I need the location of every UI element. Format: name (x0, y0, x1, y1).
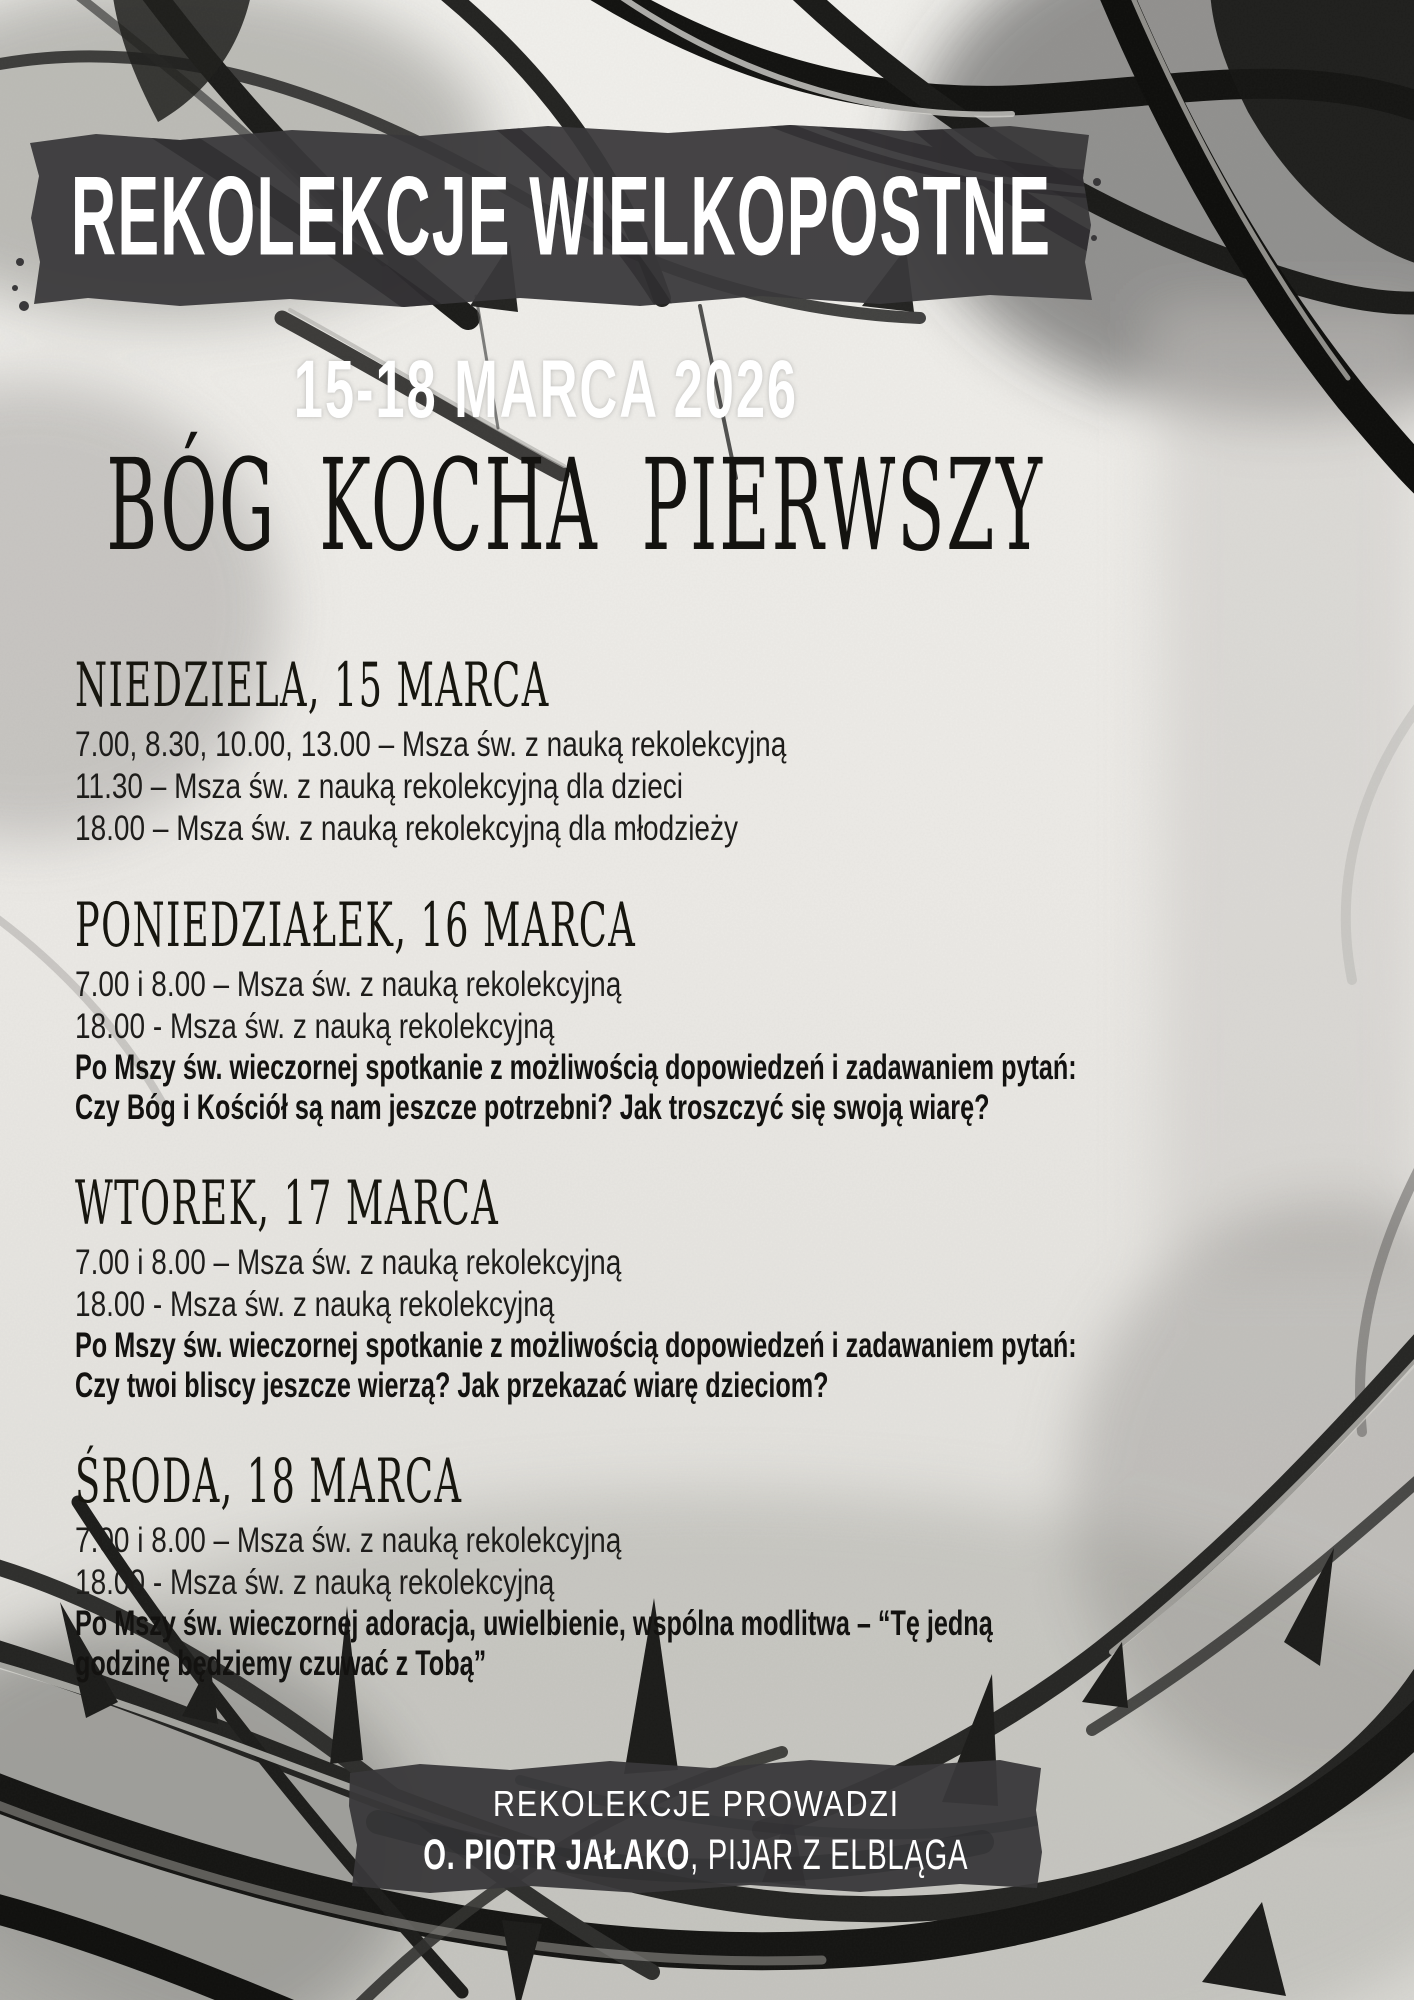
schedule-line: 7.00, 8.30, 10.00, 13.00 – Msza św. z nauką rekolekcyjną (75, 725, 787, 764)
schedule-line-bold: Czy Bóg i Kościół są nam jeszcze potrzebni? Jak troszczyć się swoją wiarę? (75, 1088, 990, 1127)
schedule-line: 18.00 - Msza św. z nauką rekolekcyjną (75, 1285, 555, 1324)
section-lines (75, 1242, 1385, 1406)
banner-title: REKOLEKCJE WIELKOPOSTNE (70, 152, 1052, 279)
schedule-line: 7.00 i 8.00 – Msza św. z nauką rekolekcyjną (75, 1243, 622, 1282)
schedule-line: 7.00 i 8.00 – Msza św. z nauką rekolekcyjną (75, 1521, 622, 1560)
section-lines (75, 724, 1385, 850)
schedule-section (75, 889, 1385, 1128)
footer-banner (350, 1760, 1042, 1902)
schedule-section (75, 1445, 1385, 1684)
schedule-section (75, 649, 1385, 850)
section-header: WTOREK, 17 MARCA (75, 1167, 500, 1239)
section-header: PONIEDZIAŁEK, 16 MARCA (75, 889, 637, 961)
schedule-line: 18.00 - Msza św. z nauką rekolekcyjną (75, 1007, 555, 1046)
section-lines (75, 964, 1385, 1128)
top-banner (30, 125, 1092, 307)
section-header: NIEDZIELA, 15 MARCA (75, 649, 550, 721)
main-title-row (20, 432, 1130, 580)
presenter-suffix: , PIJAR Z ELBLĄGA (690, 1830, 969, 1879)
schedule-line: 11.30 – Msza św. z nauką rekolekcyjną dla dzieci (75, 767, 684, 806)
schedule-line-bold: Po Mszy św. wieczornej adoracja, uwielbienie, wspólna modlitwa – “Tę jedną (75, 1604, 993, 1643)
schedule-line: 18.00 – Msza św. z nauką rekolekcyjną dla młodzieży (75, 809, 738, 848)
schedule-line-bold: Po Mszy św. wieczornej spotkanie z możliwością dopowiedzeń i zadawaniem pytań: (75, 1326, 1077, 1365)
date-range: 15-18 MARCA 2026 (293, 344, 799, 435)
schedule-section (75, 1167, 1385, 1406)
footer-presenter (423, 1830, 969, 1879)
footer-intro: REKOLEKCJE PROWADZI (492, 1782, 900, 1824)
section-header: ŚRODA, 18 MARCA (75, 1445, 463, 1517)
section-lines (75, 1520, 1385, 1684)
schedule-line-bold: Czy twoi bliscy jeszcze wierzą? Jak przekazać wiarę dzieciom? (75, 1366, 829, 1405)
schedule-line: 7.00 i 8.00 – Msza św. z nauką rekolekcyjną (75, 965, 622, 1004)
presenter-name: O. PIOTR JAŁAKO (423, 1830, 691, 1879)
main-title-text: BÓG KOCHA PIERWSZY (106, 432, 1044, 580)
schedule (75, 649, 1385, 1736)
schedule-line-bold: godzinę będziemy czuwać z Tobą” (75, 1644, 487, 1683)
schedule-line: 18.00 - Msza św. z nauką rekolekcyjną (75, 1563, 555, 1602)
date-row (30, 342, 1062, 438)
schedule-line-bold: Po Mszy św. wieczornej spotkanie z możliwością dopowiedzeń i zadawaniem pytań: (75, 1048, 1077, 1087)
